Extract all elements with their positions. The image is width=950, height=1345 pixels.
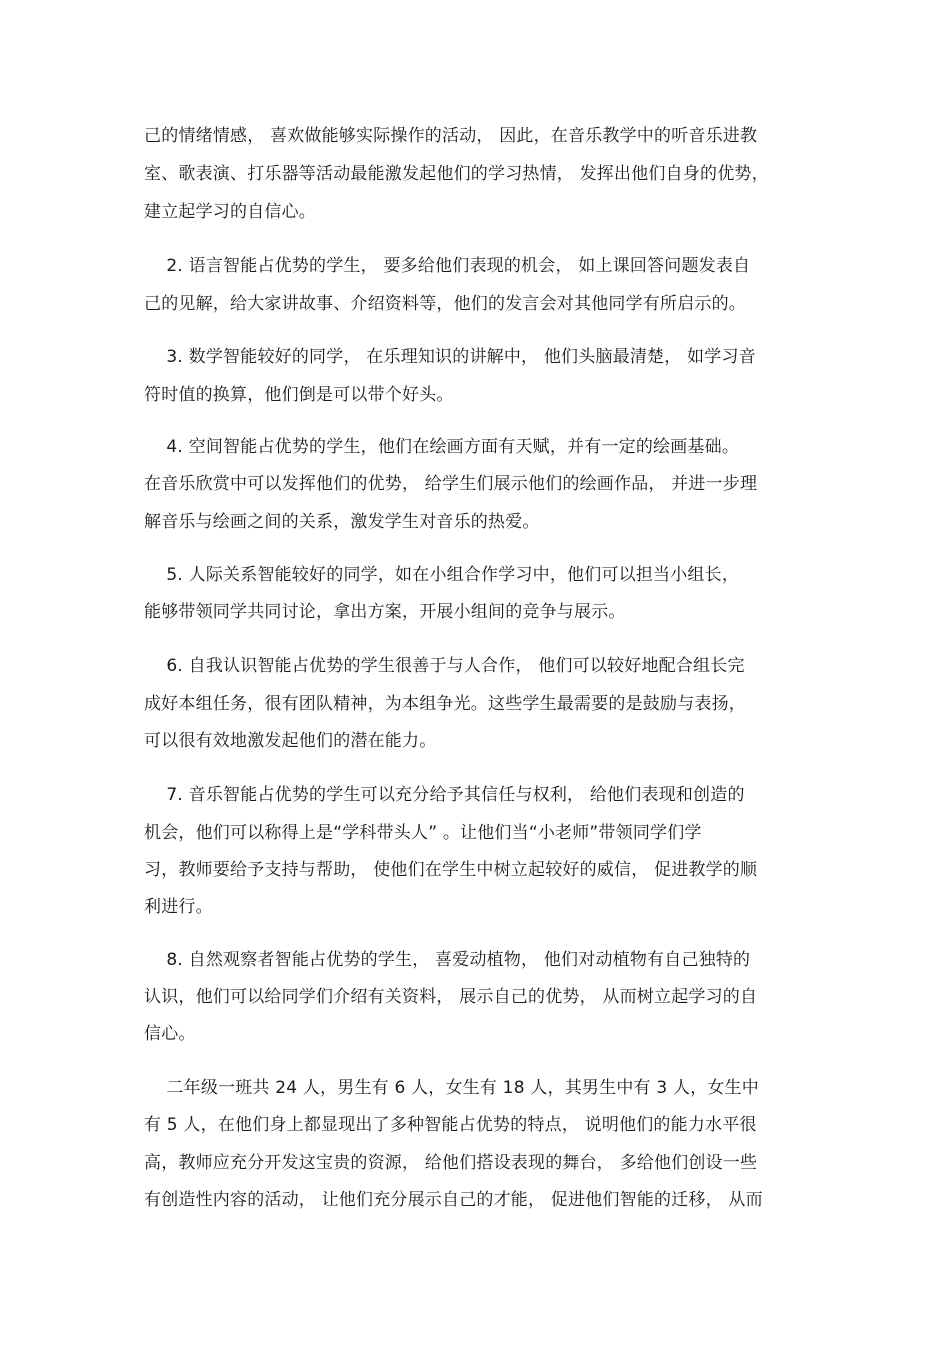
text-line: 3. 数学智能较好的同学， 在乐理知识的讲解中， 他们头脑最清楚， 如学习音	[144, 347, 756, 367]
text-line: 成好本组任务，很有团队精神，为本组争光。这些学生最需要的是鼓励与表扬，	[144, 694, 746, 714]
text-line: 高，教师应充分开发这宝贵的资源， 给他们搭设表现的舞台， 多给他们创设一些	[144, 1153, 758, 1173]
text-line: 5. 人际关系智能较好的同学，如在小组合作学习中，他们可以担当小组长，	[144, 565, 740, 585]
text-line: 习，教师要给予支持与帮助， 使他们在学生中树立起较好的威信， 促进教学的顺	[144, 860, 758, 880]
text-line: 二年级一班共 24 人，男生有 6 人，女生有 18 人，其男生中有 3 人，女生中	[144, 1078, 759, 1098]
text-line: 8. 自然观察者智能占优势的学生， 喜爱动植物， 他们对动植物有自己独特的	[144, 950, 751, 970]
text-line: 7. 音乐智能占优势的学生可以充分给予其信任与权利， 给他们表现和创造的	[144, 785, 745, 805]
text-line: 在音乐欣赏中可以发挥他们的优势， 给学生们展示他们的绘画作品， 并进一步理	[144, 474, 758, 494]
text-line: 认识，他们可以给同学们介绍有关资料， 展示自己的优势， 从而树立起学习的自	[144, 987, 758, 1007]
text-line: 2. 语言智能占优势的学生， 要多给他们表现的机会， 如上课回答问题发表自	[144, 256, 751, 276]
text-line: 室、歌表演、打乐器等活动最能激发起他们的学习热情， 发挥出他们自身的优势，	[144, 164, 769, 184]
text-line: 符时值的换算，他们倒是可以带个好头。	[144, 385, 454, 405]
text-line: 机会，他们可以称得上是“学科带头人” 。让他们当“小老师”带领同学们学	[144, 823, 702, 843]
text-line: 信心。	[144, 1024, 196, 1044]
text-line: 解音乐与绘画之间的关系，激发学生对音乐的热爱。	[144, 512, 540, 532]
text-line: 有 5 人，在他们身上都显现出了多种智能占优势的特点， 说明他们的能力水平很	[144, 1115, 757, 1135]
text-line: 可以很有效地激发起他们的潜在能力。	[144, 731, 437, 751]
text-line: 建立起学习的自信心。	[144, 202, 316, 222]
text-line: 己的见解，给大家讲故事、介绍资料等，他们的发言会对其他同学有所启示的。	[144, 294, 746, 314]
text-line: 能够带领同学共同讨论，拿出方案，开展小组间的竞争与展示。	[144, 602, 626, 622]
text-line: 有创造性内容的活动， 让他们充分展示自己的才能， 促进他们智能的迁移， 从而	[144, 1190, 763, 1210]
text-line: 利进行。	[144, 897, 213, 917]
text-line: 己的情绪情感， 喜欢做能够实际操作的活动， 因此，在音乐教学中的听音乐进教	[144, 126, 758, 146]
text-line: 6. 自我认识智能占优势的学生很善于与人合作， 他们可以较好地配合组长完	[144, 656, 745, 676]
text-line: 4. 空间智能占优势的学生，他们在绘画方面有天赋，并有一定的绘画基础。	[144, 437, 740, 457]
